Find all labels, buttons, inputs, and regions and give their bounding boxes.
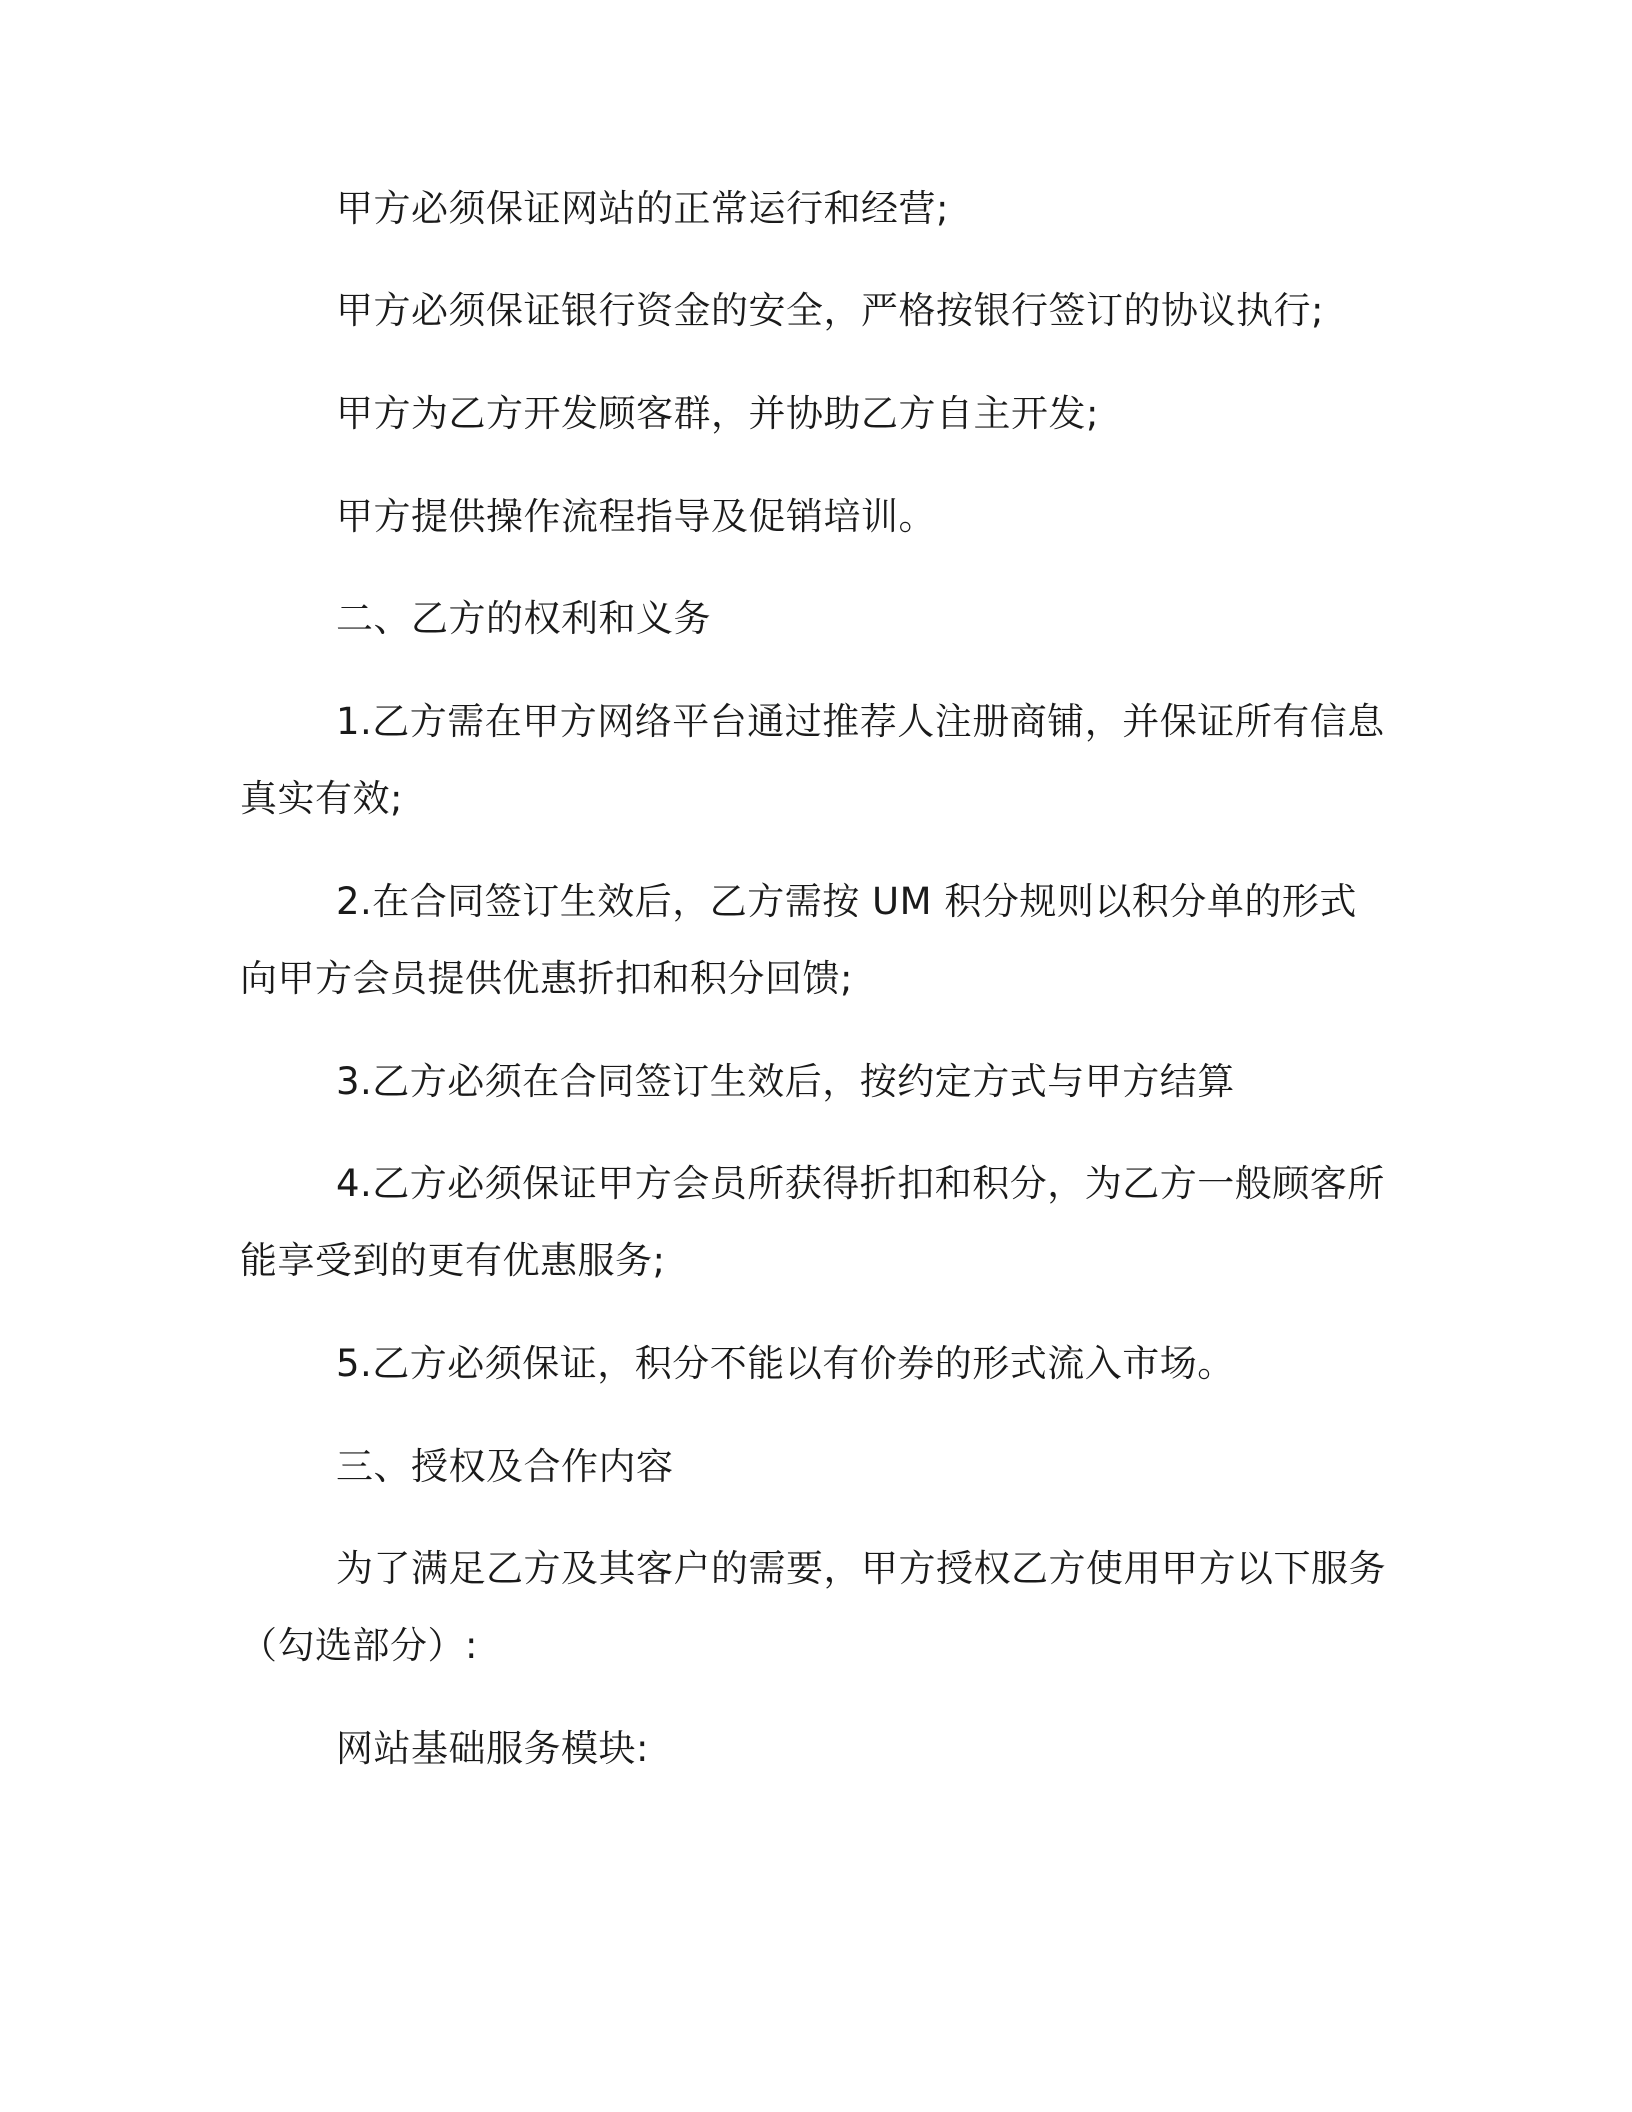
list-item-5: 5.乙方必须保证，积分不能以有价券的形式流入市场。 bbox=[336, 1342, 1235, 1385]
paragraph-3: 甲方为乙方开发顾客群，并协助乙方自主开发; bbox=[336, 392, 1099, 435]
paragraph-1: 甲方必须保证网站的正常运行和经营; bbox=[336, 187, 949, 230]
list-item-1: 1.乙方需在甲方网络平台通过推荐人注册商铺，并保证所有信息真实有效; bbox=[240, 700, 1385, 820]
list-item-4: 4.乙方必须保证甲方会员所获得折扣和积分，为乙方一般顾客所能享受到的更有优惠服务; bbox=[240, 1162, 1385, 1282]
paragraph-authorization: 为了满足乙方及其客户的需要，甲方授权乙方使用甲方以下服务（勾选部分）: bbox=[240, 1547, 1386, 1667]
paragraph-2: 甲方必须保证银行资金的安全，严格按银行签订的协议执行; bbox=[336, 289, 1324, 332]
paragraph-module: 网站基础服务模块: bbox=[336, 1727, 649, 1770]
list-item-3: 3.乙方必须在合同签订生效后，按约定方式与甲方结算 bbox=[336, 1060, 1235, 1103]
list-item-2: 2.在合同签订生效后，乙方需按 UM 积分规则以积分单的形式向甲方会员提供优惠折扣和积分回馈; bbox=[240, 880, 1357, 1000]
paragraph-4: 甲方提供操作流程指导及促销培训。 bbox=[336, 495, 936, 538]
section-heading-3: 三、授权及合作内容 bbox=[336, 1445, 674, 1488]
section-heading-2: 二、乙方的权利和义务 bbox=[336, 597, 711, 640]
